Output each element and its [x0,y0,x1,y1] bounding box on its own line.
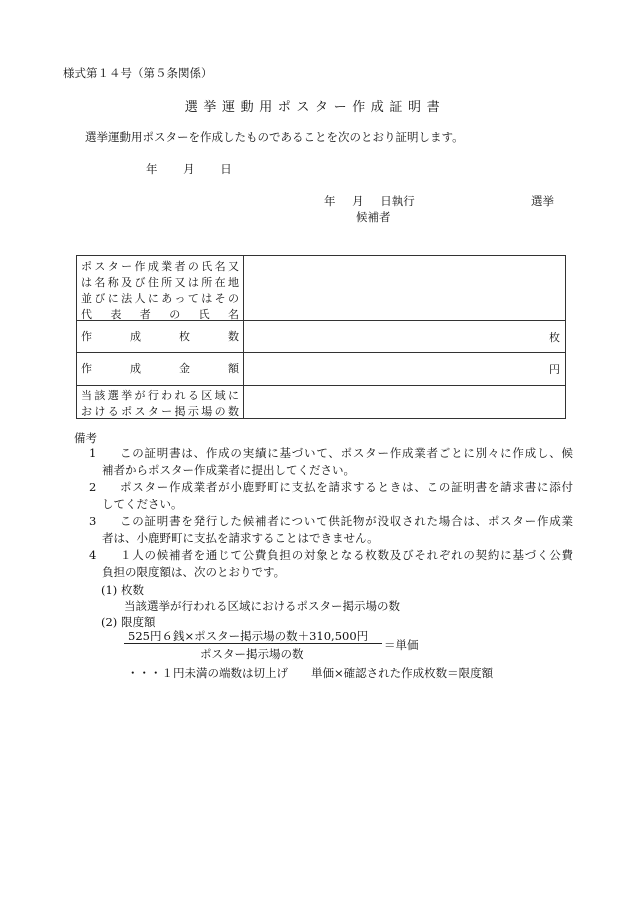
label-line: 作成枚数 [81,330,239,343]
note-number: 2 [89,480,97,494]
note-number: 3 [89,514,97,528]
formula-denominator: ポスター掲示場の数 [200,647,304,661]
subsection-quantity-text: 当該選挙が行われる区域におけるポスター掲示場の数 [124,599,400,613]
note-text: 補者からポスター作成業者に提出してください。 [102,463,355,477]
note-text: １人の候補者を通じて公費負担の対象となる枚数及びそれぞれの契約に基づく公費 [120,548,573,562]
subsection-limit-label: (2) 限度額 [101,615,156,629]
note-text: ポスター作成業者が小鹿野町に支払を請求するときは、この証明書を請求書に添付 [120,480,573,494]
note-text: この証明書を発行した候補者について供託物が没収された場合は、ポスター作成業 [120,514,573,528]
row-label [77,385,244,418]
fraction-bar [124,643,382,644]
document-title: 選挙運動用ポスター作成証明書 [184,100,446,115]
label-line: 並びに法人にあってはその [81,292,239,305]
election-date: 年 月 日執行 [324,194,415,208]
note-item [85,445,573,479]
intro-text: 選挙運動用ポスターを作成したものであることを次のとおり証明します。 [85,130,464,144]
label-line: おけるポスター掲示場の数 [81,405,239,418]
note-text: 者は、小鹿野町に支払を請求することはできません。 [102,531,379,545]
row-label [77,320,244,352]
label-line: は名称及び住所又は所在地 [81,276,239,289]
formula-numerator: 525円６銭×ポスター掲示場の数＋310,500円 [128,629,369,643]
unit-sheets: 枚 [549,331,560,344]
unit-yen: 円 [549,363,560,376]
note-item [85,513,573,547]
note-number: 1 [89,446,97,460]
subsection-quantity-label: (1) 枚数 [101,583,144,597]
label-line: 当該選挙が行われる区域に [81,389,239,402]
label-line: 代表者の氏名 [81,308,239,321]
table-row-amount [77,352,565,386]
note-text: この証明書は、作成の実績に基づいて、ポスター作成業者ごとに別々に作成し、候 [120,446,573,460]
label-line: 作成金額 [81,362,239,375]
note-item [85,479,573,513]
form-number: 様式第１４号（第５条関係） [63,66,213,80]
certification-date: 年 月 日 [146,162,232,176]
note-text: 負担の限度額は、次のとおりです。 [102,565,286,579]
formula-footnote: ・・・１円未満の端数は切上げ 単価×確認された作成枚数＝限度額 [127,666,494,680]
table-row-quantity [77,320,565,353]
candidate-label: 候補者 [356,210,391,224]
table-row-contractor [77,256,565,321]
row-label [77,352,244,385]
certification-table [76,255,566,419]
note-number: 4 [89,548,97,562]
table-row-poster-boards [77,385,565,418]
note-item [85,547,573,581]
notes-heading: 備考 [74,431,97,445]
note-text: してください。 [102,497,183,511]
row-label [77,256,244,320]
label-line: ポスター作成業者の氏名又 [81,260,239,273]
election-name-suffix: 選挙 [531,194,554,208]
formula-equals-unit-price: ＝単価 [384,638,419,652]
